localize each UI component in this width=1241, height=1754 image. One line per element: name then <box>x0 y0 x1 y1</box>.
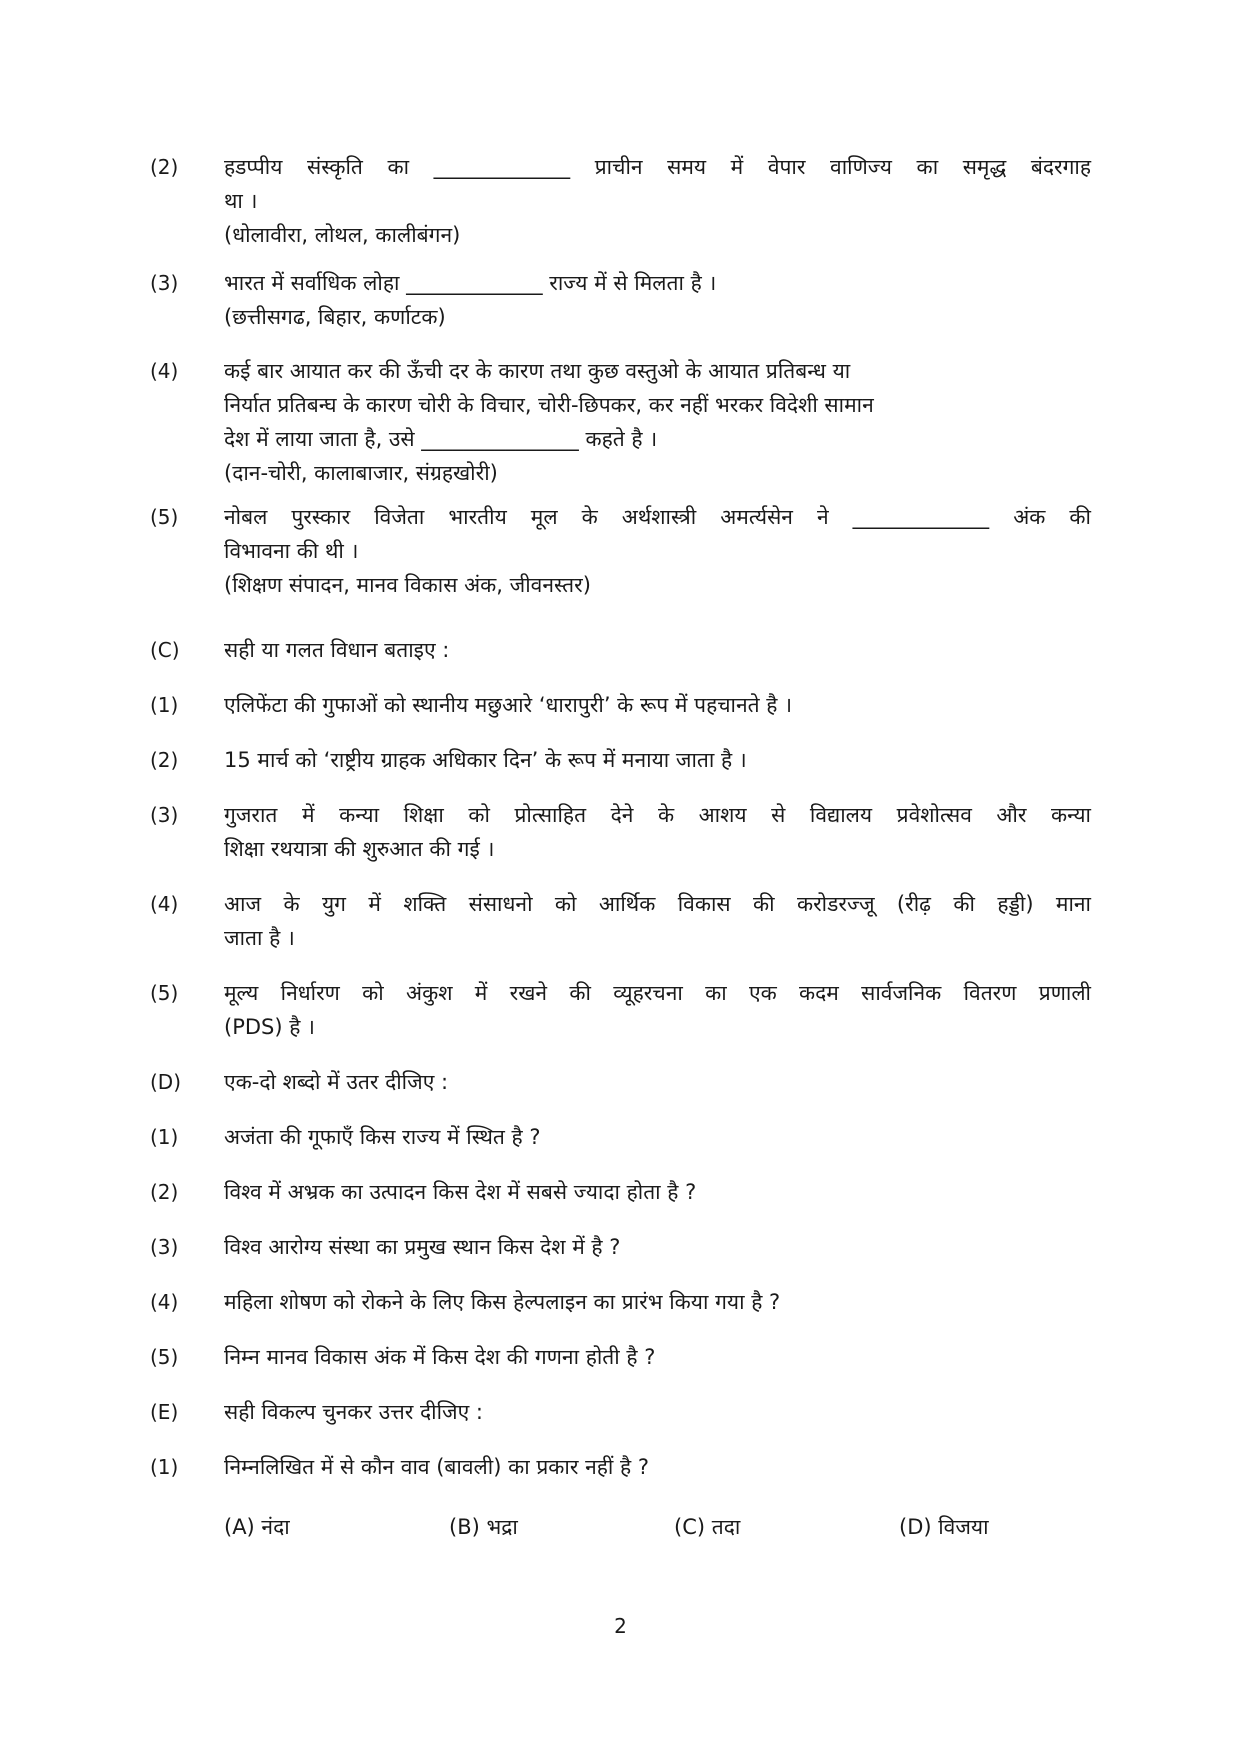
question-line: मूल्य निर्धारण को अंकुश में रखने की व्यूहरचना का एक कदम सार्वजनिक वितरण प्रणाली <box>224 981 1091 1005</box>
question-line: एक-दो शब्दो में उतर दीजिए : <box>224 1070 449 1094</box>
question-line: (धोलावीरा, लोथल, कालीबंगन) <box>224 223 461 247</box>
option-c: (C) तदा <box>674 1515 741 1539</box>
question-text <box>224 1285 1091 1319</box>
question-number: (5) <box>150 505 179 529</box>
question-number: (2) <box>150 1180 179 1204</box>
question-text <box>224 887 1091 955</box>
question-number: (1) <box>150 1125 179 1149</box>
question-number: (4) <box>150 1290 179 1314</box>
question-text <box>224 633 1091 667</box>
question-line: देश में लाया जाता है, उसे _______________ कहते है । <box>224 427 658 451</box>
question-text <box>224 743 1091 777</box>
question-number: (C) <box>150 638 180 662</box>
question-text <box>224 976 1091 1044</box>
question-number: (1) <box>150 693 179 717</box>
question-text <box>224 688 1091 722</box>
question-line: निम्न मानव विकास अंक में किस देश की गणना होती है ? <box>224 1345 656 1369</box>
question-number: (4) <box>150 359 179 383</box>
question-line: नोबल पुरस्कार विजेता भारतीय मूल के अर्थशास्त्री अमर्त्यसेन ने _____________ अंक की <box>224 505 1091 529</box>
option-a: (A) नंदा <box>224 1515 290 1539</box>
question-number: (3) <box>150 1235 179 1259</box>
question-text <box>224 500 1091 602</box>
question-text <box>224 1175 1091 1209</box>
question-line: विश्व में अभ्रक का उत्पादन किस देश में सबसे ज्यादा होता है ? <box>224 1180 697 1204</box>
question-number: (3) <box>150 271 179 295</box>
question-number: (1) <box>150 1455 179 1479</box>
question-line: एलिफेंटा की गुफाओं को स्थानीय मछुआरे ‘धारापुरी’ के रूप में पहचानते है । <box>224 693 793 717</box>
question-line: गुजरात में कन्या शिक्षा को प्रोत्साहित देने के आशय से विद्यालय प्रवेशोत्सव और कन्या <box>224 803 1091 827</box>
question-text <box>224 150 1091 252</box>
question-line: (शिक्षण संपादन, मानव विकास अंक, जीवनस्तर) <box>224 573 591 597</box>
question-line: शिक्षा रथयात्रा की शुरुआत की गई । <box>224 837 495 861</box>
question-text <box>224 1230 1091 1264</box>
question-line: हडप्पीय संस्कृति का _____________ प्राचीन समय में वेपार वाणिज्य का समृद्ध बंदरगाह <box>224 155 1091 179</box>
question-number: (E) <box>150 1400 179 1424</box>
question-line: विश्व आरोग्य संस्था का प्रमुख स्थान किस देश में है ? <box>224 1235 621 1259</box>
answer-options <box>224 1510 1104 1544</box>
question-text <box>224 798 1091 866</box>
question-line: (दान-चोरी, कालाबाजार, संग्रहखोरी) <box>224 461 498 485</box>
question-number: (4) <box>150 892 179 916</box>
question-line: 15 मार्च को ‘राष्ट्रीय ग्राहक अधिकार दिन’ के रूप में मनाया जाता है । <box>224 748 747 772</box>
question-line: निर्यात प्रतिबन्घ के कारण चोरी के विचार, चोरी-छिपकर, कर नहीं भरकर विदेशी सामान <box>224 393 874 417</box>
question-text <box>224 1065 1091 1099</box>
question-line: था । <box>224 189 258 213</box>
question-line: सही या गलत विधान बताइए : <box>224 638 450 662</box>
question-number: (2) <box>150 748 179 772</box>
question-line: कई बार आयात कर की ऊँची दर के कारण तथा कुछ वस्तुओ के आयात प्रतिबन्ध या <box>224 359 851 383</box>
option-d: (D) विजया <box>899 1515 989 1539</box>
question-text <box>224 354 1091 490</box>
option-b: (B) भद्रा <box>449 1515 518 1539</box>
question-text <box>224 1395 1091 1429</box>
question-line: अजंता की गूफाएँ किस राज्य में स्थित है ? <box>224 1125 541 1149</box>
page-number: 2 <box>614 1614 627 1638</box>
question-line: सही विकल्प चुनकर उत्तर दीजिए : <box>224 1400 483 1424</box>
question-number: (D) <box>150 1070 182 1094</box>
question-text <box>224 1120 1091 1154</box>
question-line: भारत में सर्वाधिक लोहा _____________ राज्य में से मिलता है । <box>224 271 717 295</box>
question-number: (3) <box>150 803 179 827</box>
question-text <box>224 1450 1091 1484</box>
question-number: (5) <box>150 981 179 1005</box>
question-line: (PDS) है । <box>224 1015 316 1039</box>
question-number: (5) <box>150 1345 179 1369</box>
question-number: (2) <box>150 155 179 179</box>
question-text <box>224 266 1091 334</box>
question-line: विभावना की थी । <box>224 539 359 563</box>
question-line: (छत्तीसगढ, बिहार, कर्णाटक) <box>224 305 446 329</box>
question-line: आज के युग में शक्ति संसाधनो को आर्थिक विकास की करोडरज्जू (रीढ़ की हड्डी) माना <box>224 892 1091 916</box>
question-line: जाता है । <box>224 926 295 950</box>
question-text <box>224 1340 1091 1374</box>
question-line: महिला शोषण को रोकने के लिए किस हेल्पलाइन का प्रारंभ किया गया है ? <box>224 1290 781 1314</box>
question-line: निम्नलिखित में से कौन वाव (बावली) का प्रकार नहीं है ? <box>224 1455 649 1479</box>
